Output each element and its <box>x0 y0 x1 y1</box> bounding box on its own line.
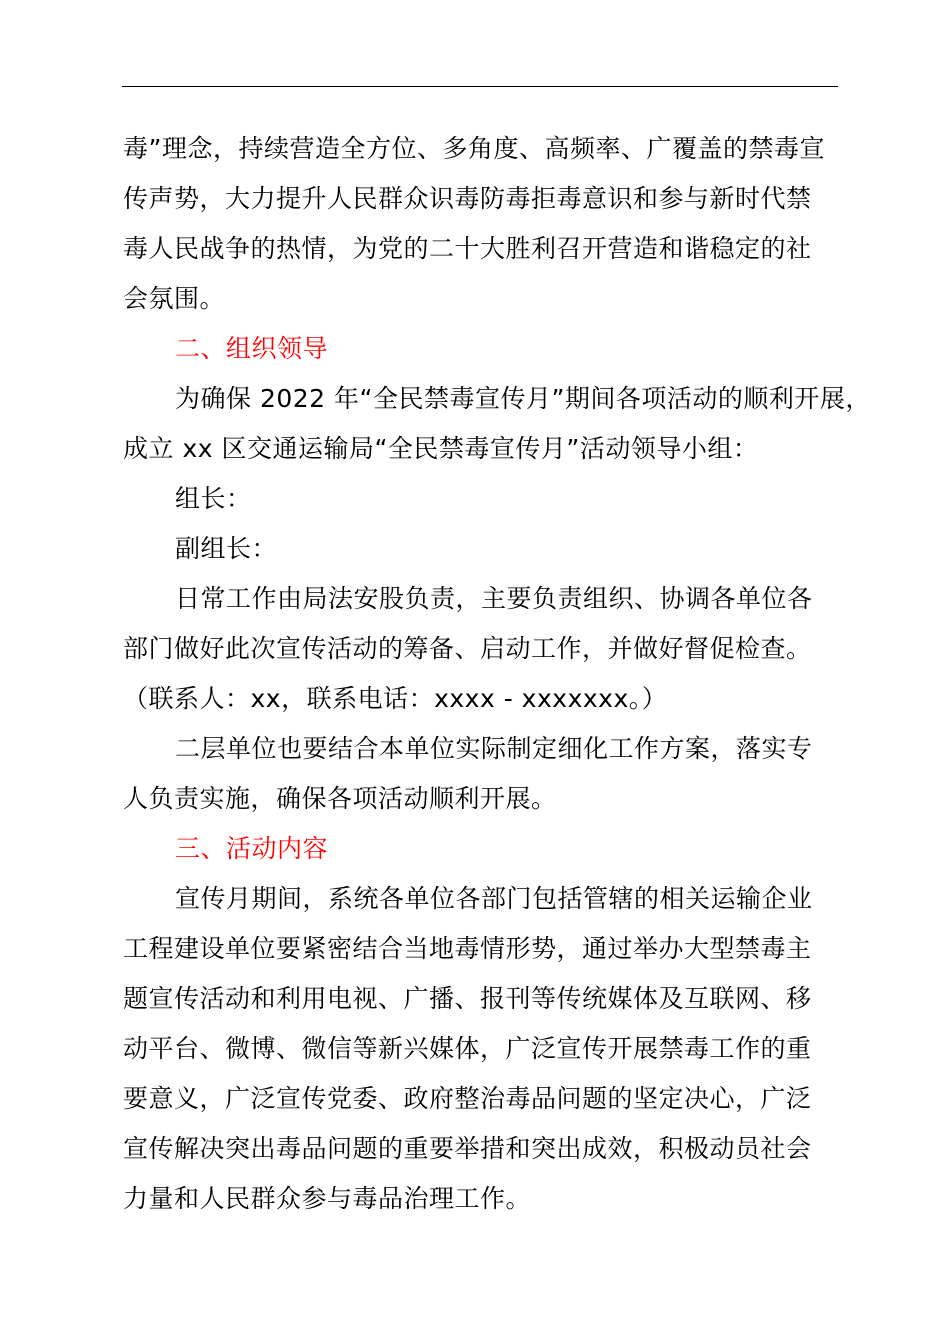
paragraph-line: （联系人：xx，联系电话：xxxx - xxxxxxx。） <box>123 684 668 713</box>
paragraph-line: 动平台、微博、微信等新兴媒体，广泛宣传开展禁毒工作的重 <box>123 1034 812 1063</box>
document-body <box>123 124 883 1224</box>
paragraph-line: 副组长： <box>175 534 278 563</box>
paragraph-line: 会氛围。 <box>123 284 226 313</box>
paragraph-line: 成立 xx 区交通运输局“全民禁毒宣传月”活动领导小组： <box>123 434 759 463</box>
paragraph-line: 工程建设单位要紧密结合当地毒情形势，通过举办大型禁毒主 <box>123 934 812 963</box>
paragraph-line: 部门做好此次宣传活动的筹备、启动工作，并做好督促检查。 <box>123 634 812 663</box>
paragraph-line: 毒”理念，持续营造全方位、多角度、高频率、广覆盖的禁毒宣 <box>123 134 825 163</box>
paragraph-line: 宣传解决突出毒品问题的重要举措和突出成效，积极动员社会 <box>123 1134 812 1163</box>
paragraph-line: 宣传月期间，系统各单位各部门包括管辖的相关运输企业 <box>175 884 813 913</box>
paragraph-line: 传声势，大力提升人民群众识毒防毒拒毒意识和参与新时代禁 <box>123 184 812 213</box>
paragraph-line: 人负责实施，确保各项活动顺利开展。 <box>123 784 557 813</box>
section-heading: 三、活动内容 <box>175 834 329 863</box>
paragraph-line: 毒人民战争的热情，为党的二十大胜利召开营造和谐稳定的社 <box>123 234 812 263</box>
paragraph-line: 日常工作由局法安股负责，主要负责组织、协调各单位各 <box>175 584 813 613</box>
paragraph-line: 二层单位也要结合本单位实际制定细化工作方案，落实专 <box>175 734 813 763</box>
paragraph-line: 题宣传活动和利用电视、广播、报刊等传统媒体及互联网、移 <box>123 984 812 1013</box>
paragraph-line: 为确保 2022 年“全民禁毒宣传月”期间各项活动的顺利开展， <box>175 384 871 413</box>
section-heading: 二、组织领导 <box>175 334 329 363</box>
paragraph-line: 组长： <box>175 484 252 513</box>
header-rule <box>122 86 838 87</box>
paragraph-line: 力量和人民群众参与毒品治理工作。 <box>123 1184 532 1213</box>
paragraph-line: 要意义，广泛宣传党委、政府整治毒品问题的坚定决心，广泛 <box>123 1084 812 1113</box>
